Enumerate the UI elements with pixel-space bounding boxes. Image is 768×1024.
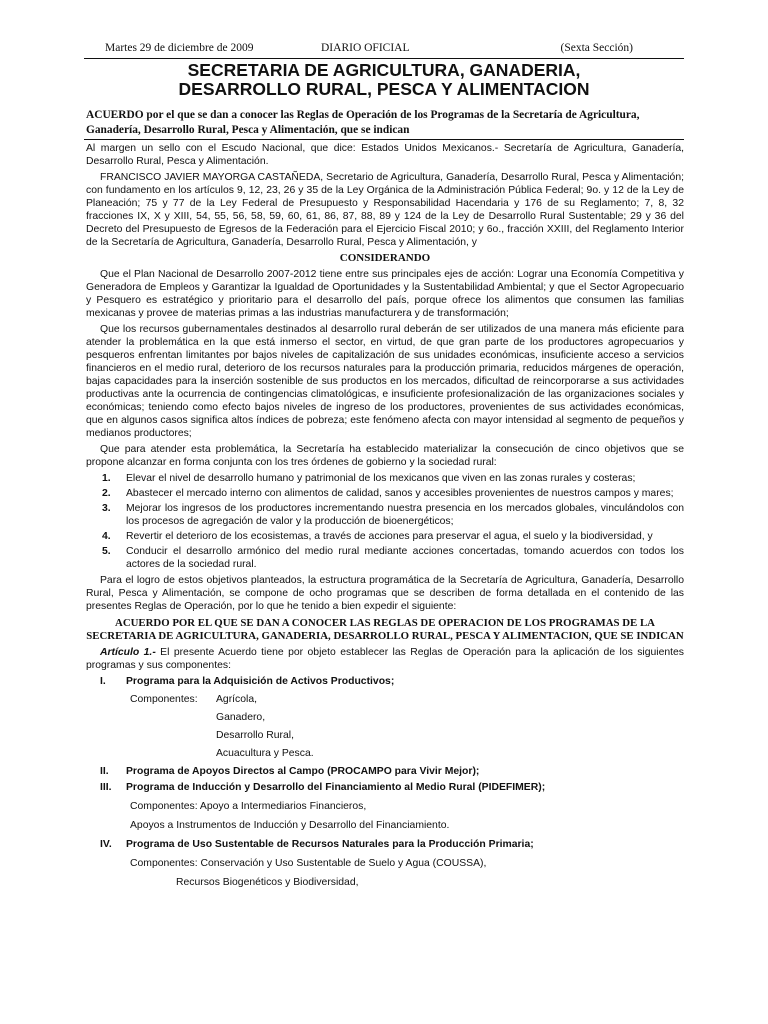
list-item	[86, 502, 684, 528]
considerando-paragraph-1: Que el Plan Nacional de Desarrollo 2007-2012 tiene entre sus principales ejes de acción: Lograr una Economía Competitiva y Generadora de Empleos y Garantizar la Igualdad de Oportunidades y la Sustentabilidad Ambiental; y que el Sector Agropecuario y Pesquero es estratégico y prioritario para el desarrollo del país, porque ofrece los alimentos que consumen las familias mexicanas y provee de materias primas a las industrias manufacturera y de transformación;	[86, 269, 684, 319]
program-1-components	[130, 691, 684, 763]
components-spacer	[130, 745, 216, 763]
components-label: Componentes:	[130, 694, 198, 705]
acuerdo-heading: ACUERDO POR EL QUE SE DAN A CONOCER LAS REGLAS DE OPERACION DE LOS PROGRAMAS DE LA SECRETARIA DE AGRICULTURA, GANADERIA, DESARROLLO RURAL, PESCA Y ALIMENTACION, QUE SE INDICAN	[86, 617, 684, 642]
objective-text: Revertir el deterioro de los ecosistemas, a través de acciones para preservar el agua, el suelo y la biodiversidad, y	[126, 531, 653, 542]
title-rule	[84, 139, 684, 140]
objective-number: 4.	[102, 531, 111, 542]
articulo-1	[86, 646, 684, 672]
component-item: Agrícola,	[216, 694, 258, 705]
component-row	[130, 709, 684, 727]
components-spacer	[130, 709, 216, 727]
program-number: I.	[100, 676, 106, 687]
objective-text: Conducir el desarrollo armónico del medio rural mediante acciones concertadas, tomando acuerdos con todos los actores de la sociedad rural.	[126, 546, 684, 570]
program-title: Programa de Inducción y Desarrollo del Financiamiento al Medio Rural (PIDEFIMER);	[126, 782, 546, 793]
program-3-components-line-2: Apoyos a Instrumentos de Inducción y Desarrollo del Financiamiento.	[130, 820, 450, 831]
list-item	[86, 487, 684, 500]
objective-number: 2.	[102, 488, 111, 499]
component-row	[130, 727, 684, 745]
list-item	[86, 472, 684, 485]
considerando-paragraph-3: Que para atender esta problemática, la Secretaría ha establecido materializar la consecución de cinco objetivos que se propone alcanzar en forma conjunta con los tres órdenes de gobierno y la sociedad rural:	[86, 444, 684, 468]
header-publication: DIARIO OFICIAL	[321, 42, 410, 54]
objectives-list	[86, 472, 684, 571]
program-3	[86, 781, 684, 794]
program-3-components-line-1: Componentes: Apoyo a Intermediarios Financieros,	[130, 801, 367, 812]
objective-number: 3.	[102, 503, 111, 514]
program-number: III.	[100, 782, 112, 793]
components-spacer	[130, 727, 216, 745]
component-item: Acuacultura y Pesca.	[216, 748, 314, 759]
considerando-heading: CONSIDERANDO	[339, 252, 431, 264]
title-line-1: SECRETARIA DE AGRICULTURA, GANADERIA,	[187, 60, 581, 80]
objective-number: 5.	[102, 546, 111, 557]
program-4-components-line-2: Recursos Biogenéticos y Biodiversidad,	[176, 877, 359, 888]
articulo-1-text: El presente Acuerdo tiene por objeto establecer las Reglas de Operación para la aplicación de los siguientes programas y sus componentes:	[86, 647, 684, 671]
program-2	[86, 765, 684, 778]
header-rule	[84, 58, 684, 59]
articulo-1-label: Artículo 1.-	[100, 647, 156, 658]
intro-paragraph-2: FRANCISCO JAVIER MAYORGA CASTAÑEDA, Secretario de Agricultura, Ganadería, Desarrollo Rural, Pesca y Alimentación; con fundamento en los artículos 9, 12, 23, 26 y 35 de la Ley Orgánica de la Administración Pública Federal; 9o. y 12 de la Ley de Planeación; 75 y 77 de la Ley Federal de Presupuesto y Responsabilidad Hacendaria y 176 de su Reglamento; 7, 8, 32 fracciones IX, X y XIII, 54, 55, 56, 58, 59, 60, 61, 86, 87, 88, 89 y 124 de la Ley de Desarrollo Rural Sustentable; 29 y 36 del Decreto del Presupuesto de Egresos de la Federación para el Ejercicio Fiscal 2010; y 6o., fracción XXIII, del Reglamento Interior de la Secretaría de Agricultura, Ganadería, Desarrollo Rural, Pesca y Alimentación, y	[86, 172, 684, 248]
header-section: (Sexta Sección)	[560, 42, 633, 54]
list-item	[86, 545, 684, 571]
component-row	[130, 691, 684, 709]
page-title	[84, 61, 684, 99]
program-title: Programa de Uso Sustentable de Recursos Naturales para la Producción Primaria;	[126, 839, 534, 850]
list-item	[86, 530, 684, 543]
intro-paragraph-1: Al margen un sello con el Escudo Nacional, que dice: Estados Unidos Mexicanos.- Secretaría de Agricultura, Ganadería, Desarrollo Rural, Pesca y Alimentación.	[86, 143, 684, 167]
program-title: Programa de Apoyos Directos al Campo (PROCAMPO para Vivir Mejor);	[126, 766, 480, 777]
objective-text: Mejorar los ingresos de los productores incrementando nuestra presencia en los mercados globales, vinculándolos con los procesos de agregación de valor y la producción de bioenergéticos;	[126, 503, 684, 527]
document-body	[86, 142, 684, 895]
considerando-paragraph-2: Que los recursos gubernamentales destinados al desarrollo rural deberán de ser utilizados de una manera más eficiente para atender la problemática en la que está inmerso el sector, en virtud, de que gran parte de los productores agropecuarios y pesqueros enfrentan limitantes por bajos niveles de capitalización de sus unidades económicas, insuficiente acceso a servicios financieros en el medio rural, deterioro de los recursos naturales para la producción primaria, reducidos márgenes de operación, bajas capacidades para la inserción sostenible de sus productos en los mercados, dificultad de reincorporarse a sus actividades productivas ante la ocurrencia de contingencias climatológicas, e insuficiente profesionalización de las organizaciones sociales y económicas; teniendo como efecto bajos niveles de ingreso de los productores, provenientes de sus actividades económicas, que en algunos casos significa altos índices de pobreza; este fenómeno afecta con mayor intensidad al segmento de pequeños y medianos productores;	[86, 324, 684, 439]
title-line-2: DESARROLLO RURAL, PESCA Y ALIMENTACION	[178, 79, 590, 99]
program-1	[86, 675, 684, 688]
component-item: Desarrollo Rural,	[216, 730, 294, 741]
program-number: IV.	[100, 839, 112, 850]
objective-text: Elevar el nivel de desarrollo humano y patrimonial de los mexicanos que viven en las zonas rurales y costeras;	[126, 473, 636, 484]
component-row	[130, 745, 684, 763]
header-date: Martes 29 de diciembre de 2009	[105, 42, 254, 54]
program-4-components-line-1: Componentes: Conservación y Uso Sustentable de Suelo y Agua (COUSSA),	[130, 858, 487, 869]
acuerdo-title: ACUERDO por el que se dan a conocer las Reglas de Operación de los Programas de la Secretaría de Agricultura, Ganadería, Desarrollo Rural, Pesca y Alimentación, que se indican	[86, 109, 640, 136]
program-number: II.	[100, 766, 109, 777]
objective-number: 1.	[102, 473, 111, 484]
objective-text: Abastecer el mercado interno con alimentos de calidad, sanos y accesibles provenientes de nuestros campos y mares;	[126, 488, 674, 499]
component-item: Ganadero,	[216, 712, 266, 723]
program-4	[86, 838, 684, 851]
after-objectives-paragraph: Para el logro de estos objetivos planteados, la estructura programática de la Secretaría de Agricultura, Ganadería, Desarrollo Rural, Pesca y Alimentación, se compone de ocho programas que se describen de forma detallada en el contenido de las presentes Reglas de Operación, por lo que he tenido a bien expedir el siguiente:	[86, 575, 684, 612]
program-title: Programa para la Adquisición de Activos Productivos;	[126, 676, 395, 687]
page-header	[105, 42, 663, 54]
